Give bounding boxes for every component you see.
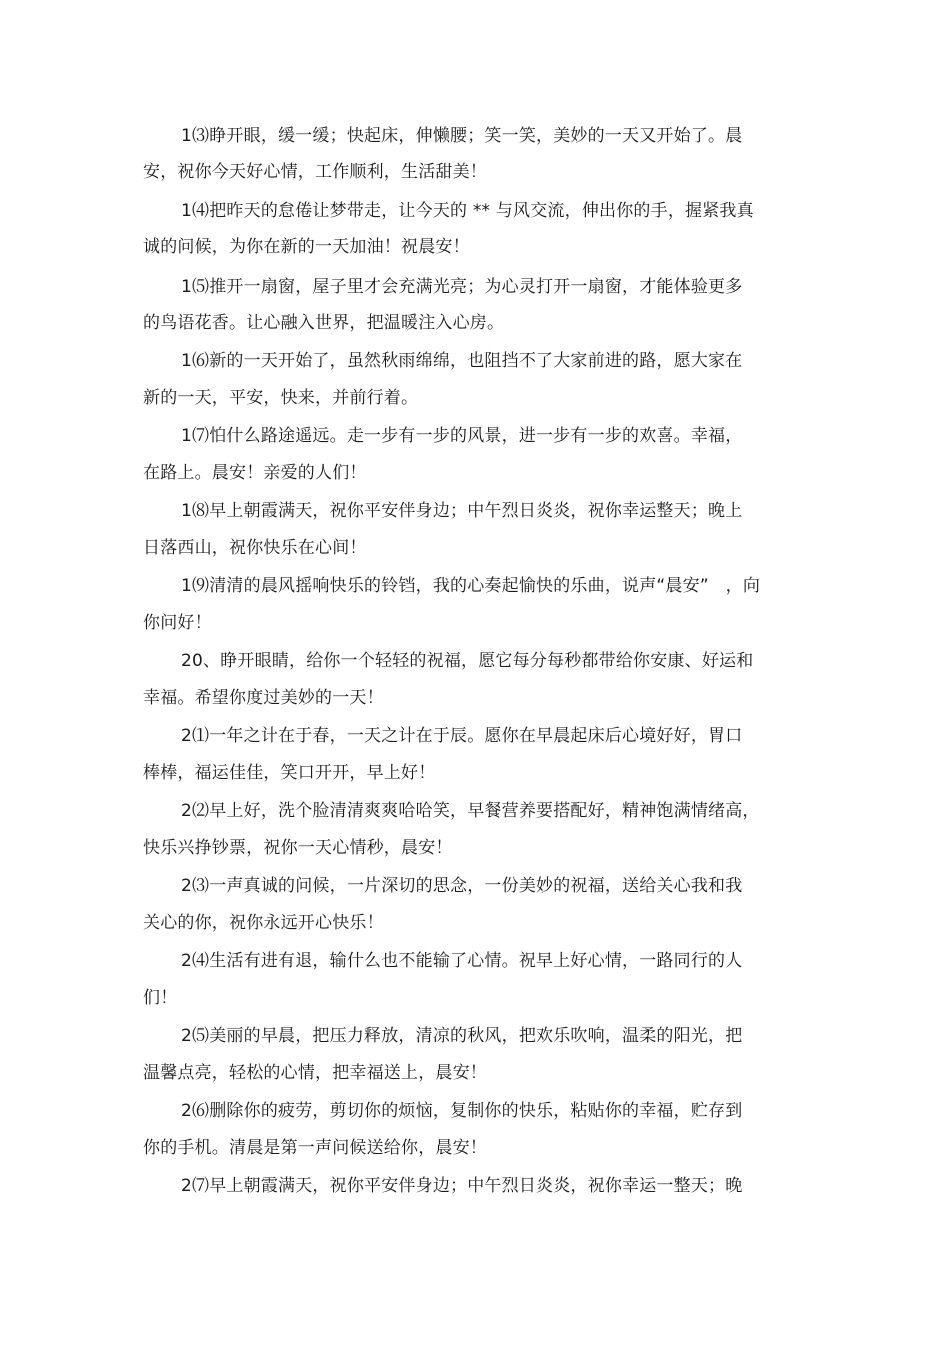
paragraph-24-line-2: 们！ bbox=[143, 988, 178, 1008]
paragraph-25-line-2: 温馨点亮，轻松的心情，把幸福送上，晨安！ bbox=[143, 1063, 487, 1083]
paragraph-15-line-1: 1⑸推开一扇窗，屋子里才会充满光亮；为心灵打开一扇窗，才能体验更多 bbox=[181, 277, 743, 297]
paragraph-19-line-1: 1⑼清清的晨风摇响快乐的铃铛，我的心奏起愉快的乐曲，说声“晨安” ，向 bbox=[181, 576, 761, 596]
paragraph-23-line-2: 关心的你，祝你永远开心快乐！ bbox=[143, 913, 384, 933]
paragraph-21-line-1: 2⑴一年之计在于春，一天之计在于辰。愿你在早晨起床后心境好好，胃口 bbox=[181, 726, 743, 746]
paragraph-27-line-1: 2⑺早上朝霞满天，祝你平安伴身边；中午烈日炎炎，祝你幸运一整天；晚 bbox=[181, 1176, 743, 1196]
paragraph-24-line-1: 2⑷生活有进有退，输什么也不能输了心情。祝早上好心情，一路同行的人 bbox=[181, 951, 743, 971]
paragraph-21-line-2: 棒棒，福运佳佳，笑口开开，早上好！ bbox=[143, 763, 436, 783]
paragraph-16-line-1: 1⑹新的一天开始了，虽然秋雨绵绵，也阻挡不了大家前进的路，愿大家在 bbox=[181, 351, 743, 371]
paragraph-16-line-2: 新的一天，平安，快来，并前行着。 bbox=[143, 388, 419, 408]
paragraph-26-line-2: 你的手机。清晨是第一声问候送给你，晨安！ bbox=[143, 1138, 487, 1158]
paragraph-22-line-1: 2⑵早上好，洗个脸清清爽爽哈哈笑，早餐营养要搭配好，精神饱满情绪高， bbox=[181, 801, 760, 821]
paragraph-17-line-1: 1⑺怕什么路途遥远。走一步有一步的风景，进一步有一步的欢喜。幸福， bbox=[181, 426, 743, 446]
paragraph-13-line-1: 1⑶睁开眼，缓一缓；快起床，伸懒腰；笑一笑，美妙的一天又开始了。晨 bbox=[181, 126, 743, 146]
paragraph-15-line-2: 的鸟语花香。让心融入世界，把温暖注入心房。 bbox=[143, 313, 505, 333]
paragraph-19-line-2: 你问好！ bbox=[143, 613, 212, 633]
paragraph-17-line-2: 在路上。晨安！亲爱的人们！ bbox=[143, 463, 367, 483]
paragraph-14-line-1: 1⑷把昨天的怠倦让梦带走，让今天的 ** 与风交流，伸出你的手，握紧我真 bbox=[181, 201, 754, 221]
paragraph-20-line-1: 20、睁开眼睛，给你一个轻轻的祝福，愿它每分每秒都带给你安康、好运和 bbox=[181, 651, 754, 671]
paragraph-18-line-2: 日落西山，祝你快乐在心间！ bbox=[143, 538, 367, 558]
paragraph-25-line-1: 2⑸美丽的早晨，把压力释放，清凉的秋风，把欢乐吹响，温柔的阳光，把 bbox=[181, 1026, 743, 1046]
paragraph-14-line-2: 诚的问候，为你在新的一天加油！祝晨安！ bbox=[143, 237, 470, 257]
paragraph-26-line-1: 2⑹删除你的疲劳，剪切你的烦恼，复制你的快乐，粘贴你的幸福，贮存到 bbox=[181, 1101, 743, 1121]
paragraph-22-line-2: 快乐兴挣钞票，祝你一天心情秒，晨安！ bbox=[143, 838, 453, 858]
paragraph-23-line-1: 2⑶一声真诚的问候，一片深切的思念，一份美妙的祝福，送给关心我和我 bbox=[181, 876, 743, 896]
paragraph-13-line-2: 安，祝你今天好心情，工作顺利，生活甜美！ bbox=[143, 162, 487, 182]
paragraph-18-line-1: 1⑻早上朝霞满天，祝你平安伴身边；中午烈日炎炎，祝你幸运整天；晚上 bbox=[181, 501, 743, 521]
paragraph-20-line-2: 幸福。希望你度过美妙的一天！ bbox=[143, 688, 384, 708]
